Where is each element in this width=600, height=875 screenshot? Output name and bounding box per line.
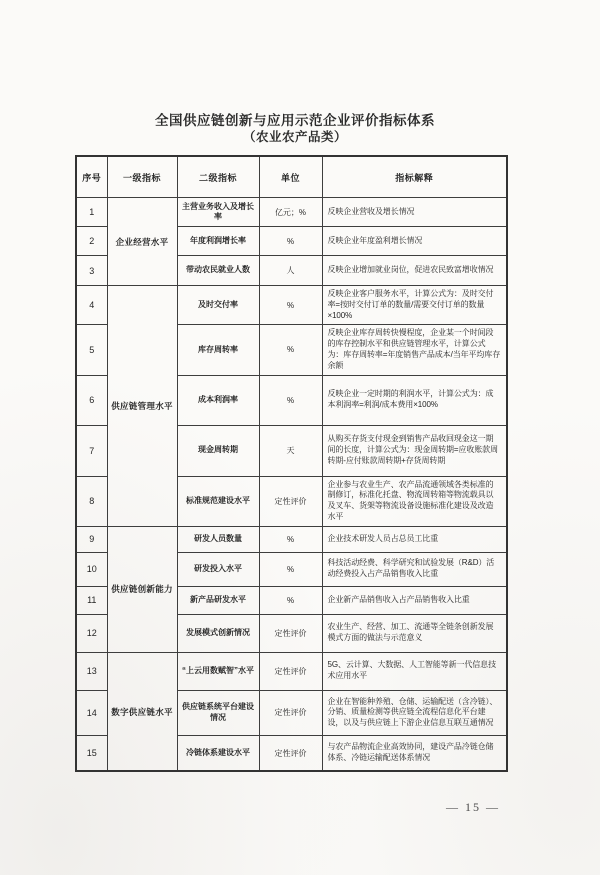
row-number-cell: 10 <box>76 552 107 586</box>
level2-indicator-cell: 冷链体系建设水平 <box>177 735 259 771</box>
level2-indicator-cell: 研发人员数量 <box>177 526 259 552</box>
table-row <box>76 286 507 325</box>
explanation-cell: 5G、云计算、大数据、人工智能等新一代信息技术应用水平 <box>322 652 507 690</box>
level1-indicator-cell: 供应链创新能力 <box>107 526 177 652</box>
col-header-level1: 一级指标 <box>107 156 177 198</box>
row-number-cell: 2 <box>76 227 107 256</box>
explanation-cell: 农业生产、经营、加工、流通等全链条创新发展模式方面的做法与示范意义 <box>322 614 507 652</box>
row-number-cell: 3 <box>76 256 107 286</box>
table-row <box>76 198 507 227</box>
unit-cell: % <box>259 552 322 586</box>
page-number: — 15 — <box>446 800 500 814</box>
unit-cell: % <box>259 325 322 375</box>
unit-cell: % <box>259 526 322 552</box>
unit-cell: 定性评价 <box>259 735 322 771</box>
row-number-cell: 5 <box>76 325 107 375</box>
level2-indicator-cell: 主营业务收入及增长率 <box>177 198 259 227</box>
explanation-cell: 反映企业一定时期的利润水平，计算公式为：成本利润率=利润/成本费用×100% <box>322 375 507 425</box>
unit-cell: 人 <box>259 256 322 286</box>
explanation-cell: 企业在智能种养殖、仓储、运输配送（含冷链）、分销、质量检测等供应链全流程信息化平台建设，以及与供应链上下游企业信息互联互通情况 <box>322 690 507 735</box>
table-row <box>76 526 507 552</box>
unit-cell: 天 <box>259 425 322 476</box>
level2-indicator-cell: 标准规范建设水平 <box>177 476 259 526</box>
level2-indicator-cell: 研发投入水平 <box>177 552 259 586</box>
level2-indicator-cell: 库存周转率 <box>177 325 259 375</box>
level1-indicator-cell: 供应链管理水平 <box>107 286 177 527</box>
level1-indicator-cell: 数字供应链水平 <box>107 652 177 771</box>
explanation-cell: 反映企业客户服务水平，计算公式为：及时交付率=按时交付订单的数量/需要交付订单的数量×100% <box>322 286 507 325</box>
explanation-cell: 企业技术研发人员占总员工比重 <box>322 526 507 552</box>
col-header-explanation: 指标解释 <box>322 156 507 198</box>
table-row <box>76 652 507 690</box>
col-header-seq: 序号 <box>76 156 107 198</box>
unit-cell: % <box>259 227 322 256</box>
explanation-cell: 企业新产品销售收入占产品销售收入比重 <box>322 586 507 614</box>
unit-cell: 定性评价 <box>259 476 322 526</box>
level2-indicator-cell: 年度利润增长率 <box>177 227 259 256</box>
document-subtitle: （农业农产品类） <box>242 130 347 144</box>
explanation-cell: 反映企业营收及增长情况 <box>322 198 507 227</box>
row-number-cell: 8 <box>76 476 107 526</box>
unit-cell: 定性评价 <box>259 690 322 735</box>
row-number-cell: 1 <box>76 198 107 227</box>
level1-indicator-cell: 企业经营水平 <box>107 198 177 286</box>
level2-indicator-cell: 供应链系统平台建设情况 <box>177 690 259 735</box>
row-number-cell: 7 <box>76 425 107 476</box>
indicator-table <box>75 155 508 772</box>
level2-indicator-cell: 发展模式创新情况 <box>177 614 259 652</box>
unit-cell: % <box>259 286 322 325</box>
explanation-cell: 反映企业库存周转快慢程度，企业某一个时间段的库存控制水平和供应链管理水平，计算公式为：库存周转率=年度销售产品成本/当年平均库存余额 <box>322 325 507 375</box>
row-number-cell: 11 <box>76 586 107 614</box>
row-number-cell: 14 <box>76 690 107 735</box>
explanation-cell: 从购买存货支付现金到销售产品收回现金这一期间的长度，计算公式为：现金周转期=应收账款周转期-应付账款周转期+存货周转期 <box>322 425 507 476</box>
level2-indicator-cell: 现金周转期 <box>177 425 259 476</box>
row-number-cell: 15 <box>76 735 107 771</box>
explanation-cell: 企业参与农业生产、农产品流通领域各类标准的制修订，标准化托盘、物流周转箱等物流载具以及叉车、货架等物流设备设施标准化建设及改造水平 <box>322 476 507 526</box>
row-number-cell: 4 <box>76 286 107 325</box>
explanation-cell: 反映企业增加就业岗位，促进农民致富增收情况 <box>322 256 507 286</box>
unit-cell: % <box>259 586 322 614</box>
unit-cell: 定性评价 <box>259 652 322 690</box>
explanation-cell: 反映企业年度盈利增长情况 <box>322 227 507 256</box>
level2-indicator-cell: 成本利润率 <box>177 375 259 425</box>
level2-indicator-cell: 新产品研发水平 <box>177 586 259 614</box>
row-number-cell: 6 <box>76 375 107 425</box>
row-number-cell: 12 <box>76 614 107 652</box>
col-header-unit: 单位 <box>259 156 322 198</box>
document-title: 全国供应链创新与应用示范企业评价指标体系 <box>155 113 435 128</box>
row-number-cell: 9 <box>76 526 107 552</box>
col-header-level2: 二级指标 <box>177 156 259 198</box>
unit-cell: 定性评价 <box>259 614 322 652</box>
explanation-cell: 与农产品物流企业高效协同，建设产品冷链仓储体系、冷链运输配送体系情况 <box>322 735 507 771</box>
level2-indicator-cell: “上云用数赋智”水平 <box>177 652 259 690</box>
unit-cell: % <box>259 375 322 425</box>
level2-indicator-cell: 带动农民就业人数 <box>177 256 259 286</box>
row-number-cell: 13 <box>76 652 107 690</box>
table-body <box>76 198 507 772</box>
level2-indicator-cell: 及时交付率 <box>177 286 259 325</box>
explanation-cell: 科技活动经费、科学研究和试验发展（R&D）活动经费投入占产品销售收入比重 <box>322 552 507 586</box>
header-row <box>76 156 507 198</box>
unit-cell: 亿元；% <box>259 198 322 227</box>
